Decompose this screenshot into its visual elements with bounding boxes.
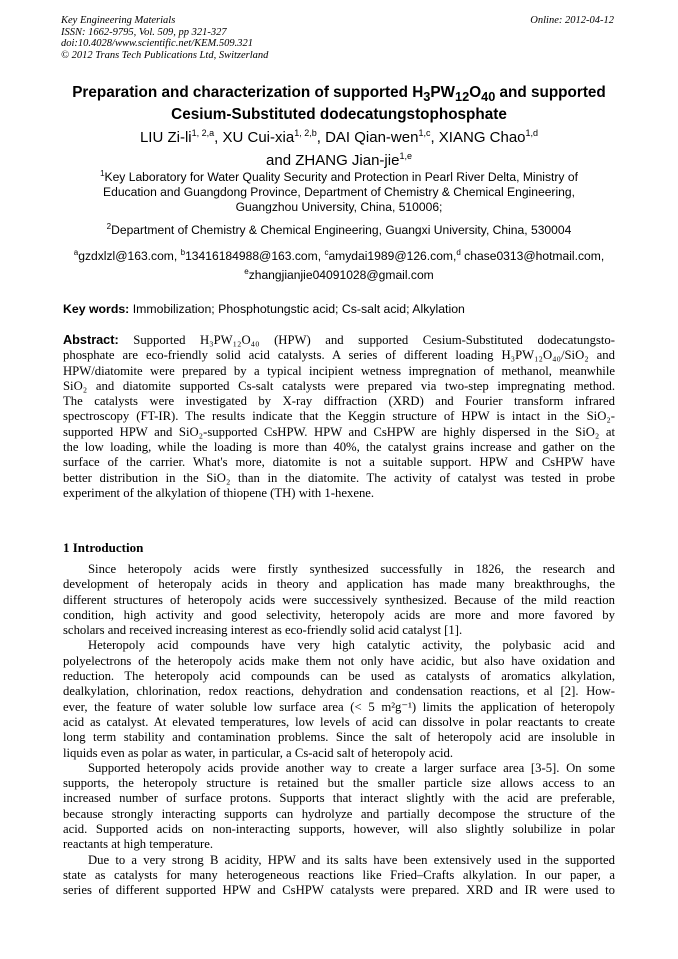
paragraph [63, 853, 615, 899]
text-line: liquids even as polar as water, in particular, a Cs-acid salt of heteropoly acid. [63, 745, 454, 760]
author-name: , XIANG Chao [430, 129, 526, 146]
title-text: O [469, 84, 482, 101]
email-mark: c [324, 248, 329, 257]
author-list [60, 124, 618, 170]
affiliation-1 [96, 166, 582, 215]
author-affil-mark: 1,e [399, 151, 412, 161]
abstract-line: HPW/diatomite were prepared by a typical incipient wetness impregnation of methanol, meanwhile [63, 363, 615, 378]
text-line: ever, the feature of water soluble low surface area (< 5 m²g⁻¹) limits the application of heteropoly [63, 699, 615, 714]
email-address: chase0313@hotmail.com, [460, 249, 605, 264]
paragraph [63, 638, 615, 760]
paragraph [63, 761, 615, 853]
text-line: development of heteropaly acids in theory and application has made many breakthroughs, the [63, 577, 615, 592]
author-affil-mark: 1,c [418, 128, 431, 138]
email-mark: e [244, 267, 249, 277]
keywords [63, 302, 465, 317]
text-line: Heteropoly acid compounds have very high catalytic activity, the polybasic acid and [88, 638, 615, 653]
issn-line: ISSN: 1662-9795, Vol. 509, pp 321-327 [61, 26, 227, 38]
text-line: Since heteropoly acids were firstly synthesized successfully in 1826, the research and [88, 562, 615, 576]
title-text: Preparation and characterization of supported H [72, 84, 424, 101]
author-name: , XU Cui-xia [214, 129, 295, 146]
author-affil-mark: 1, 2,a [191, 128, 215, 138]
text-line: condition, high activity and good selectivity, heteropoly acids are more and more favored by [63, 607, 615, 622]
text-line: Supported heteropoly acids provide another way to create a larger surface area [3-5]. On some [88, 760, 615, 775]
affil-text: Department of Chemistry & Chemical Engineering, Guangxi University, China, 530004 [111, 223, 572, 238]
email-mark: d [456, 248, 461, 257]
copyright-line: © 2012 Trans Tech Publications Ltd, Switzerland [61, 49, 269, 61]
section-body [63, 562, 615, 899]
text-line: supports, the heteropoly structure is retained but the smaller particle size allows access to an [63, 776, 615, 791]
email-mark: a [73, 248, 79, 257]
abstract-line [63, 333, 615, 348]
title-line-1 [20, 84, 658, 106]
title-subscript: 40 [481, 89, 496, 105]
text-line: state as catalysts for many heterogeneous reactions like Fried–Crafts alkylation. In our paper, a [63, 867, 615, 882]
abstract-line: surface of the carrier. What's more, diatomite is not a suitable support. HPW and CsHPW have [63, 455, 615, 470]
title-text: PW [430, 84, 456, 101]
abstract-text: Supported H₃PW₁₂O₄₀ (HPW) and supported Cesium-Substituted dodecatungsto- [118, 333, 615, 347]
author-name: , DAI Qian-wen [316, 129, 419, 146]
paper-title [20, 84, 658, 124]
abstract-line: the low loading, while the loading is more than 40%, the catalyst grains increase and gather on the [63, 440, 615, 455]
running-header [61, 15, 268, 61]
author-affil-mark: 1, 2,b [294, 128, 317, 138]
author-name: and ZHANG Jian-jie [266, 152, 400, 169]
abstract-line: experiment of the alkylation of thiopene (TH) with 1-hexene. [63, 485, 375, 500]
online-date: Online: 2012-04-12 [530, 15, 614, 26]
affil-text: Key Laboratory for Water Quality Security and Protection in Pearl River Delta, Ministry of Education and Guangdong Province, Department of Chemistry & Chemical Engineering, Guangzhou University, China, 510006; [103, 170, 578, 215]
email-mark: b [180, 248, 186, 257]
text-line: scholars and received increasing interest as eco-friendly solid acid catalyst [1]. [63, 623, 463, 638]
email-list [40, 245, 638, 283]
text-line: dealkylation, chlorination, redox reactions, dehydration and condensation reactions, et al [2]. How- [63, 684, 615, 699]
paragraph [63, 562, 615, 638]
text-line: Due to a very strong B acidity, HPW and its salts have been extensively used in the supported [88, 852, 615, 867]
title-text: and supported [495, 84, 606, 101]
keywords-text: Immobilization; Phosphotungstic acid; Cs-salt acid; Alkylation [129, 302, 465, 316]
text-line: acid as catalyst. At elevated temperatures, low levels of acid can dissolve in polar reactants to create [63, 714, 615, 729]
email-address: 13416184988@163.com, [185, 249, 325, 264]
abstract-line: The catalysts were investigated by X-ray diffraction (XRD) and Fourier transform infrared [63, 394, 615, 409]
abstract [63, 333, 615, 501]
text-line: polyelectrons of the heteropoly acids make them not only have acidic, but also have oxidation and [63, 653, 615, 668]
title-line-2: Cesium-Substituted dodecatungstophosphate [171, 106, 507, 124]
text-line: reactants at high temperature. [63, 837, 214, 852]
author-affil-mark: 1,d [525, 128, 539, 138]
keywords-label: Key words: [63, 302, 130, 316]
title-subscript: 12 [455, 89, 470, 105]
abstract-line: better distribution in the SiO₂ than in the diatomite. The activity of catalyst was tested in probe [63, 470, 615, 485]
email-address: zhangjianjie04091028@gmail.com [248, 268, 434, 283]
abstract-line: phosphate are eco-friendly solid acid catalysts. A series of different loading H₃PW₁₂O₄₀/SiO₂ and [63, 348, 615, 363]
text-line: because strongly interacting supports can hydrolyze and partially decompose the structure of the [63, 806, 615, 821]
title-subscript: 3 [423, 89, 431, 105]
text-line: series of different supported HPW and CsHPW catalysts were prepared. XRD and IR were used to [63, 883, 615, 898]
email-address: gzdxlzl@163.com, [78, 249, 181, 264]
affil-mark: 2 [106, 222, 112, 231]
abstract-label: Abstract: [63, 333, 119, 347]
text-line: acid. Supported acids on non-interacting supports, however, will also slightly solubilize in polar [63, 822, 615, 837]
section-heading: 1 Introduction [63, 540, 144, 555]
text-line: increased number of surface protons. Supports that interact slightly with the acid are preferable, [63, 791, 615, 806]
journal-name: Key Engineering Materials [61, 15, 176, 26]
author-name: LIU Zi-li [139, 129, 192, 146]
text-line: long term stability and contamination problems. Since the salt of heteropoly acid are insoluble in [63, 730, 615, 745]
doi-line: doi:10.4028/www.scientific.net/KEM.509.321 [61, 38, 253, 49]
email-address: amydai1989@126.com, [328, 249, 457, 264]
affiliation-2 [60, 219, 618, 238]
affil-mark: 1 [100, 169, 105, 178]
text-line: different structures of heteropoly acids were successively synthesized. Because of the mild reaction [63, 592, 615, 607]
text-line: reduction. The heteropoly acid compounds can be used as catalysts of aromatics alkylation, [63, 669, 615, 684]
abstract-line: SiO₂ and diatomite supported Cs-salt catalysts were prepared via two-step impregnating method. [63, 378, 615, 393]
abstract-line: supported HPW and SiO₂-supported CsHPW. HPW and CsHPW are highly dispersed in the SiO₂ at [63, 424, 615, 439]
abstract-line: spectroscopy (FT-IR). The results indicate that the Keggin structure of HPW is intact in the SiO₂- [63, 409, 615, 424]
